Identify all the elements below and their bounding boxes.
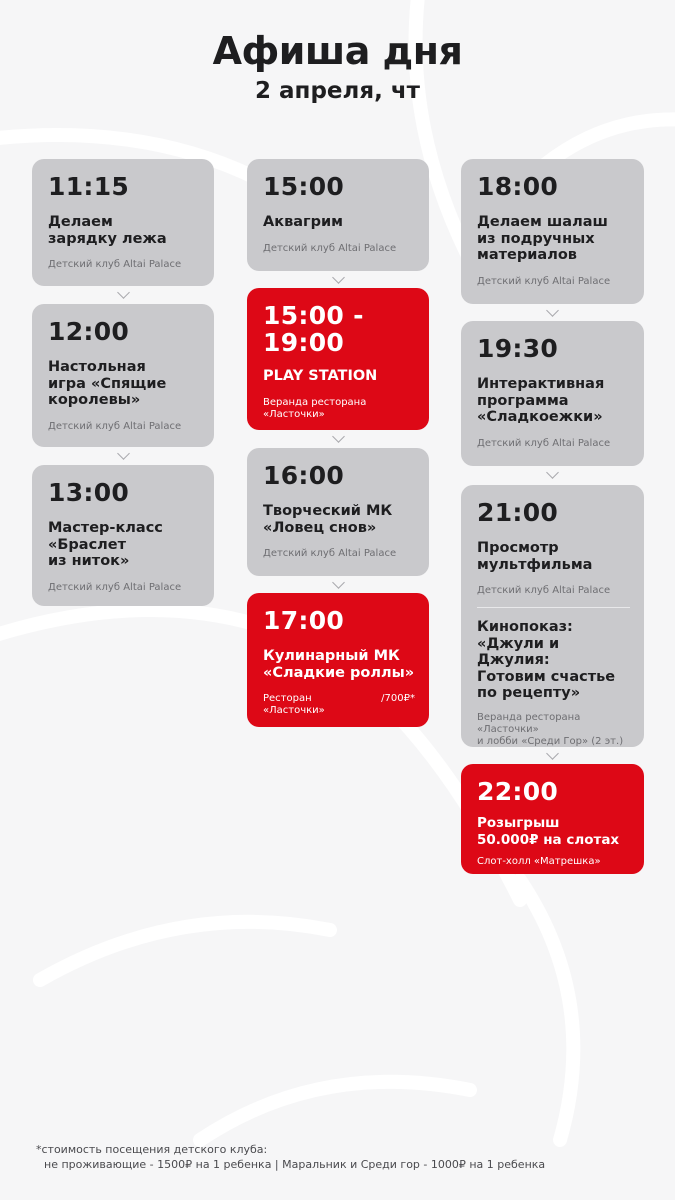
footnote [36,1142,545,1172]
event-location: Детский клуб Altai Palace [477,437,611,449]
event-title: PLAY STATION [263,368,378,384]
event-card[interactable] [247,448,429,576]
event-card[interactable] [461,321,644,466]
page-date: 2 апреля, чт [255,78,420,104]
event-time: 15:00 [263,172,345,201]
event-card[interactable] [32,465,214,606]
chevron-down-icon [117,286,130,299]
event-card-double[interactable] [461,485,644,747]
event-time: 17:00 [263,606,345,635]
event-title-secondary: Кинопоказ: «Джули и Джулия: Готовим счастье по рецепту» [477,619,616,701]
event-location: Детский клуб Altai Palace [477,585,611,596]
event-location: Детский клуб Altai Palace [263,548,397,559]
event-title: Аквагрим [263,214,343,230]
chevron-down-icon [546,466,559,479]
event-card[interactable] [32,159,214,286]
event-time: 19:30 [477,334,559,363]
event-title: Просмотр мультфильма [477,540,593,573]
event-location: Детский клуб Altai Palace [48,581,182,593]
event-location-row [263,693,415,717]
chevron-down-icon [332,430,345,443]
event-time: 15:00 - 19:00 [263,301,364,357]
event-card-highlight[interactable] [247,288,429,430]
footnote-line-2: не проживающие - 1500₽ на 1 ребенка | Маральник и Среди гор - 1000₽ на 1 ребенка [44,1158,546,1171]
event-time: 22:00 [477,777,559,806]
chevron-down-icon [117,447,130,460]
event-location: Детский клуб Altai Palace [48,420,182,432]
event-title: Розыгрыш 50.000₽ на слотах [477,815,620,848]
event-time: 16:00 [263,461,345,490]
event-time: 11:15 [48,172,130,201]
chevron-down-icon [546,747,559,760]
chevron-down-icon [332,271,345,284]
event-title: Кулинарный МК «Сладкие роллы» [263,648,415,681]
event-price: /700₽* [381,693,415,704]
event-title: Делаем зарядку лежа [48,214,167,247]
event-title: Интерактивная программа «Сладкоежки» [477,376,605,425]
event-location: Детский клуб Altai Palace [263,242,397,254]
event-title: Делаем шалаш из подручных материалов [477,214,608,263]
event-time: 12:00 [48,317,130,346]
event-time: 18:00 [477,172,559,201]
event-title: Творческий МК «Ловец снов» [263,503,393,536]
event-title: Настольная игра «Спящие королевы» [48,359,167,408]
event-location-secondary: Веранда ресторана «Ласточки» и лобби «Среди Гор» (2 эт.) [477,711,624,747]
event-card-highlight[interactable] [247,593,429,727]
event-time: 13:00 [48,478,130,507]
chevron-down-icon [332,576,345,589]
page-title: Афиша дня [212,29,463,73]
event-location: Детский клуб Altai Palace [48,259,182,270]
event-time: 21:00 [477,498,559,527]
card-divider [477,607,630,608]
event-location: Детский клуб Altai Palace [477,275,611,287]
event-card[interactable] [247,159,429,271]
event-title: Мастер-класс «Браслет из ниток» [48,520,163,569]
event-location: Веранда ресторана «Ласточки» [263,396,367,420]
footnote-line-1: *стоимость посещения детского клуба: [36,1143,268,1156]
header [0,28,675,106]
event-location: Ресторан «Ласточки» [263,693,325,716]
event-location: Слот-холл «Матрешка» [477,856,601,867]
chevron-down-icon [546,304,559,317]
event-card[interactable] [461,159,644,304]
event-card[interactable] [32,304,214,447]
event-card-highlight[interactable] [461,764,644,874]
